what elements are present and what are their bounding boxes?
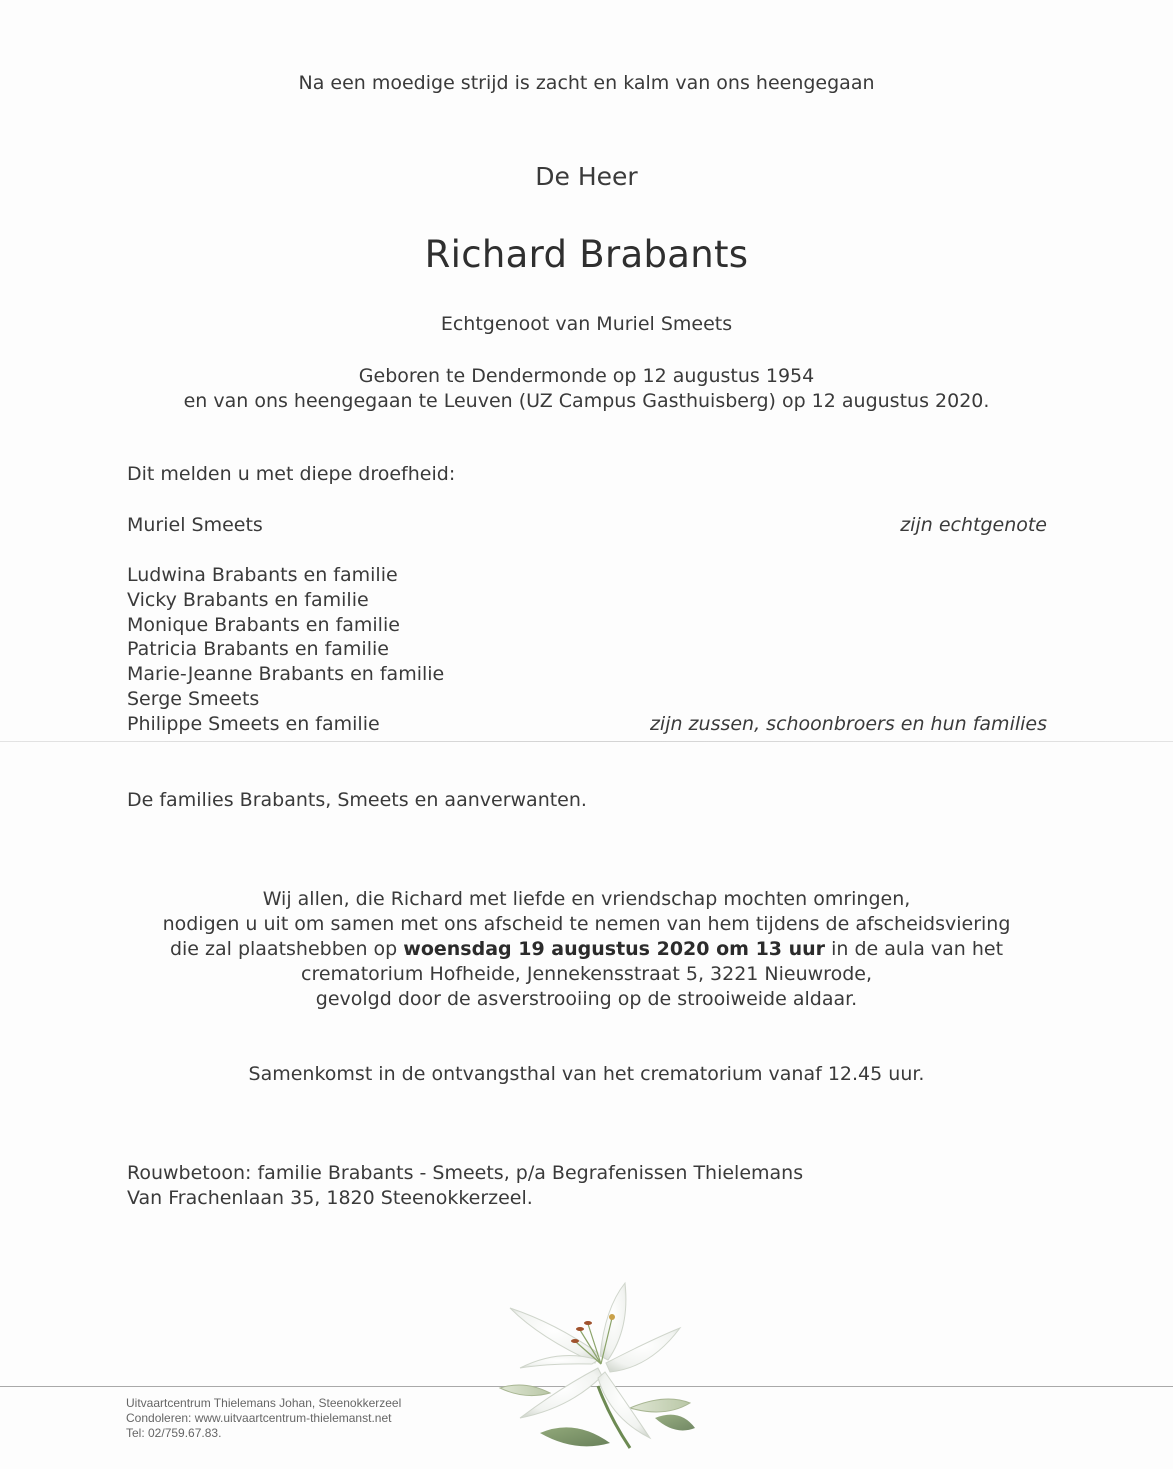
invitation-line-2: nodigen u uit om samen met ons afscheid te nemen van hem tijdens de afscheidsviering	[162, 913, 1011, 935]
list-item: Philippe Smeets en familie	[127, 713, 380, 735]
fold-crease	[0, 741, 1173, 742]
list-item: Vicky Brabants en familie	[127, 589, 369, 611]
invitation-line-3	[0, 938, 1173, 960]
intro-line: Na een moedige strijd is zacht en kalm van ons heengegaan	[298, 72, 875, 94]
ceremony-datetime: woensdag 19 augustus 2020 om 13 uur	[403, 938, 826, 960]
invitation-line-5: gevolgd door de asverstrooiing op de strooiweide aldaar.	[315, 988, 858, 1010]
invitation-line-4: crematorium Hofheide, Jennekensstraat 5, 3221 Nieuwrode,	[301, 963, 872, 985]
gathering-line: Samenkomst in de ontvangsthal van het crematorium vanaf 12.45 uur.	[248, 1063, 925, 1085]
footer-line-2: Condoleren: www.uitvaartcentrum-thielemanst.net	[126, 1411, 392, 1425]
siblings-relation: zijn zussen, schoonbroers en hun families	[649, 713, 1047, 735]
white-lily-icon	[480, 1268, 710, 1468]
list-item: Serge Smeets	[127, 688, 260, 710]
invitation-line-3-post: in de aula van het	[825, 938, 1004, 960]
condolences-line-1: Rouwbetoon: familie Brabants - Smeets, p/a Begrafenissen Thielemans	[127, 1162, 804, 1184]
invitation-line-1: Wij allen, die Richard met liefde en vriendschap mochten omringen,	[262, 888, 911, 910]
deceased-name: Richard Brabants	[424, 233, 749, 276]
death-line: en van ons heengegaan te Leuven (UZ Campus Gasthuisberg) op 12 augustus 2020.	[183, 390, 990, 412]
condolences-line-2: Van Frachenlaan 35, 1820 Steenokkerzeel.	[127, 1187, 533, 1209]
birth-line: Geboren te Dendermonde op 12 augustus 1954	[358, 365, 815, 387]
announce-intro: Dit melden u met diepe droefheid:	[127, 463, 456, 485]
list-item: Ludwina Brabants en familie	[127, 564, 398, 586]
spouse-relation: zijn echtgenote	[900, 514, 1047, 536]
spouse-line: Echtgenoot van Muriel Smeets	[440, 313, 733, 335]
list-item: Patricia Brabants en familie	[127, 638, 389, 660]
footer-line-1: Uitvaartcentrum Thielemans Johan, Steenokkerzeel	[126, 1396, 402, 1410]
list-item: Marie-Jeanne Brabants en familie	[127, 663, 445, 685]
invitation-line-3-pre: die zal plaatshebben op	[169, 938, 404, 960]
families-line: De families Brabants, Smeets en aanverwanten.	[127, 789, 587, 811]
list-item: Monique Brabants en familie	[127, 614, 400, 636]
spouse-name: Muriel Smeets	[127, 514, 263, 536]
honorific: De Heer	[535, 162, 638, 191]
footer-line-3: Tel: 02/759.67.83.	[126, 1426, 222, 1440]
